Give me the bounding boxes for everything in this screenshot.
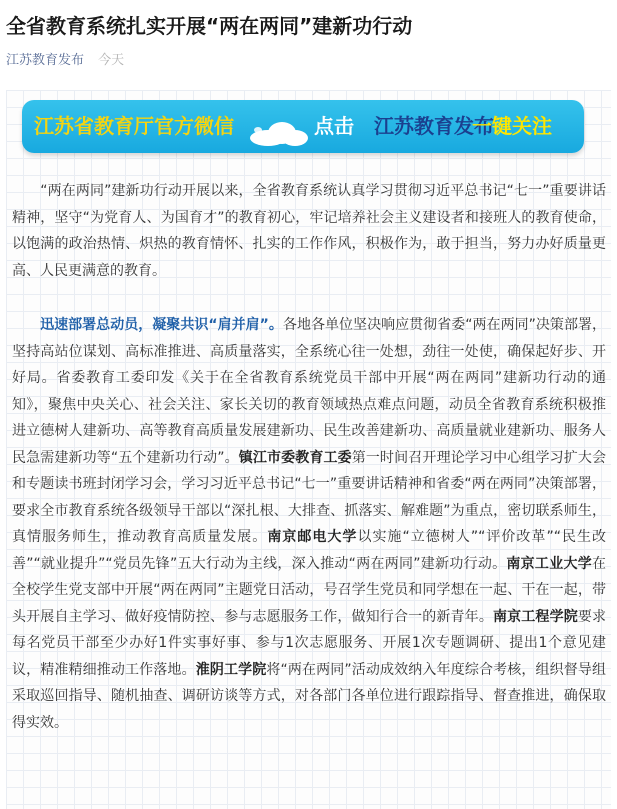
paragraph-text: 第一时间召开理论学习中心组学习扩大会和专题读书班封闭学习会，学习习近平总书记“七一”重要讲话精神和省委“两在两同”决策部署，要求全市教育系统各级领导干部以“深扎根、大排查、抓落实、解难题”为重点，密切联系师生，真情服务师生，推动教育高质量发展。 (12, 449, 607, 545)
org-name-njtech: 南京工业大学 (506, 555, 592, 572)
paragraph-intro: “两在两同”建新功行动开展以来，全省教育系统认真学习贯彻习近平总书记“七一”重要讲话精神，坚守“为党育人、为国育才”的教育初心，牢记培养社会主义建设者和接班人的教育使命，以饱满的政治热情、炽热的教育情怀、扎实的工作作风，积极作为，敢于担当，努力办好质量更高、人民更满意的教育。 (12, 183, 606, 279)
org-name-njupt: 南京邮电大学 (267, 529, 358, 545)
cloud-icon (248, 120, 310, 146)
publish-time: 今天 (98, 53, 125, 68)
banner-account-name: 江苏教育发布 (374, 114, 494, 138)
org-name-njit: 南京工程学院 (492, 608, 578, 625)
paragraph-text: 在全校学生党支部中开展“两在两同”主题党日活动，号召学生党员和同学想在一起、干在一起，带头开展自主学习、做好疫情防控、参与志愿服务工作，做知行合一的新青年。 (12, 555, 606, 625)
paragraph-text: 以实施“立德树人”“评价改革”“民生改善”“就业提升”“党员先锋”五大行动为主线，深入推动“两在两同”建新功行动。 (12, 529, 607, 572)
org-name-zhenjiang: 镇江市委教育工委 (238, 449, 352, 466)
article-title: 全省教育系统扎实开展“两在两同”建新功行动 (6, 14, 413, 38)
article-meta (6, 51, 124, 71)
banner-follow-text: 一键关注 (472, 114, 552, 138)
paragraph-text: 要求每名党员干部至少办好1件实事好事、参与1次志愿服务、开展1次专题调研、提出1个意见建议，精准精细推动工作落地。 (12, 608, 607, 678)
article-content (6, 90, 611, 809)
account-name-link[interactable]: 江苏教育发布 (6, 53, 85, 68)
banner-click-text: 点击 (314, 114, 354, 138)
banner-left-text: 江苏省教育厅官方微信 (34, 114, 234, 138)
org-name-hyit: 淮阴工学院 (195, 661, 267, 678)
paragraph-deployment (12, 312, 606, 736)
paragraph-text: 将“两在两同”活动成效纳入年度综合考核，组织督导组采取巡回指导、随机抽查、调研访谈等方式，对各部门各单位进行跟踪指导、督查推进，确保取得实效。 (12, 661, 606, 731)
banner-account-text (314, 100, 494, 153)
follow-banner[interactable] (22, 100, 584, 153)
paragraph-text: 各地各单位坚决响应贯彻省委“两在两同”决策部署，坚持高站位谋划、高标准推进、高质量落实，全系统心往一处想，劲往一处使，确保起好步、开好局。省委教育工委印发《关于在全省教育系统党员干部中开展“两在两同”建新功行动的通知》，聚焦中央关心、社会关注、家长关切的教育领域热点难点问题，动员全省教育系统积极推进立德树人建新功、高等教育高质量发展建新功、民生改善建新功、高质量就业建新功、服务人民急需建新功等“五个建新功行动”。 (12, 317, 607, 466)
section-heading: 迅速部署总动员，凝聚共识“肩并肩”。 (40, 317, 283, 333)
